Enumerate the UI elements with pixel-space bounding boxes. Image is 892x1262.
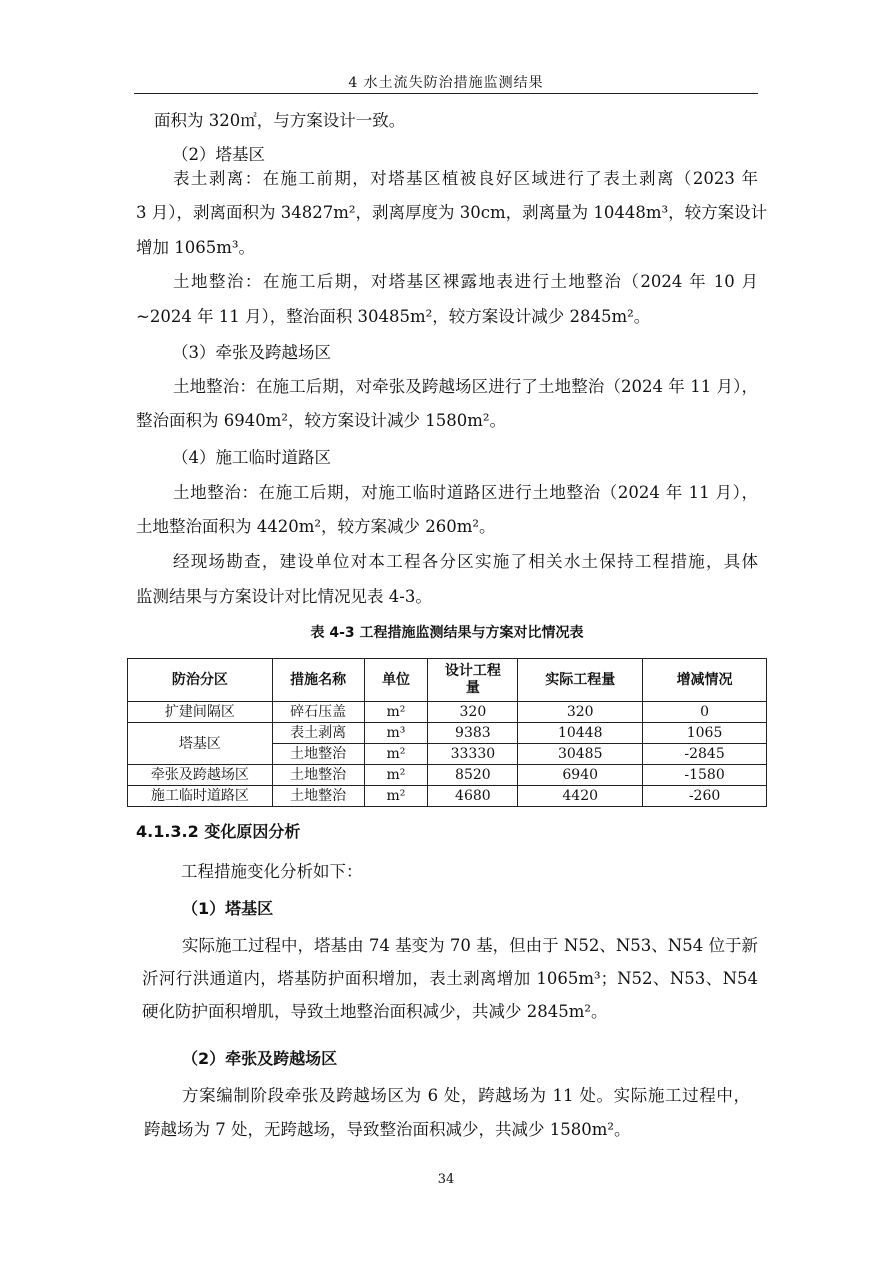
table-cell: 8520 bbox=[428, 765, 518, 786]
table-cell: 6940 bbox=[518, 765, 643, 786]
table-cell: 牵张及跨越场区 bbox=[128, 765, 273, 786]
paragraph-line: 实际施工过程中，塔基由 74 基变为 70 基，但由于 N52、N53、N54 位于新 bbox=[182, 936, 758, 955]
column-header: 单位 bbox=[364, 659, 428, 702]
table-cell: m² bbox=[364, 744, 428, 765]
table-cell: 土地整治 bbox=[272, 744, 364, 765]
table-cell: 土地整治 bbox=[272, 786, 364, 807]
paragraph-line: 面积为 320㎡，与方案设计一致。 bbox=[154, 111, 406, 130]
table-cell: 320 bbox=[518, 702, 643, 723]
table-cell: -260 bbox=[643, 786, 767, 807]
table-cell: 扩建间隔区 bbox=[128, 702, 273, 723]
table-cell: 33330 bbox=[428, 744, 518, 765]
table-cell: -1580 bbox=[643, 765, 767, 786]
table-cell: 320 bbox=[428, 702, 518, 723]
table-cell: 1065 bbox=[643, 723, 767, 744]
table-header-row bbox=[128, 659, 767, 702]
paragraph-line: 土地整治：在施工后期，对施工临时道路区进行土地整治（2024 年 11 月）， bbox=[173, 483, 758, 502]
paragraph-line: 增加 1065m³。 bbox=[136, 238, 255, 257]
subheading-tension-crossing-area: （3）牵张及跨越场区 bbox=[172, 343, 331, 362]
subheading-tower-base-area: （1）塔基区 bbox=[182, 899, 274, 918]
table-cell: m³ bbox=[364, 723, 428, 744]
paragraph-line: 方案编制阶段牵张及跨越场区为 6 处，跨越场为 11 处。实际施工过程中， bbox=[182, 1086, 750, 1105]
table-row bbox=[128, 786, 767, 807]
header-rule bbox=[134, 93, 758, 94]
table-cell: 塔基区 bbox=[128, 723, 273, 765]
table-row bbox=[128, 702, 767, 723]
subheading-temp-road-area: （4）施工临时道路区 bbox=[172, 448, 331, 467]
paragraph-line: 经现场勘查，建设单位对本工程各分区实施了相关水土保持工程措施，具体 bbox=[173, 552, 758, 571]
table-cell: -2845 bbox=[643, 744, 767, 765]
paragraph-line: 沂河行洪通道内，塔基防护面积增加，表土剥离增加 1065m³；N52、N53、N54 bbox=[142, 969, 758, 988]
paragraph-line: ~2024 年 11 月），整治面积 30485m²，较方案设计减少 2845m²。 bbox=[136, 307, 651, 326]
table-cell: 土地整治 bbox=[272, 765, 364, 786]
table-cell: 0 bbox=[643, 702, 767, 723]
paragraph-line: 硬化防护面积增肌，导致土地整治面积减少，共减少 2845m²。 bbox=[142, 1002, 608, 1021]
column-header: 设计工程量 bbox=[428, 659, 518, 702]
paragraph-line: 土地整治：在施工后期，对塔基区裸露地表进行土地整治（2024 年 10 月 bbox=[173, 272, 758, 291]
paragraph-line: 表土剥离：在施工前期，对塔基区植被良好区域进行了表土剥离（2023 年 bbox=[173, 169, 758, 188]
table-cell: 4420 bbox=[518, 786, 643, 807]
section-heading: 4.1.3.2 变化原因分析 bbox=[136, 822, 301, 841]
table-cell: m² bbox=[364, 702, 428, 723]
paragraph-line: 跨越场为 7 处，无跨越场，导致整治面积减少，共减少 1580m²。 bbox=[144, 1120, 631, 1139]
column-header: 实际工程量 bbox=[518, 659, 643, 702]
measures-comparison-table bbox=[127, 658, 767, 807]
subheading-tower-base-area: （2）塔基区 bbox=[172, 145, 265, 164]
table-cell: 表土剥离 bbox=[272, 723, 364, 744]
table-cell: 30485 bbox=[518, 744, 643, 765]
table-caption: 表 4-3 工程措施监测结果与方案对比情况表 bbox=[310, 625, 584, 641]
column-header: 防治分区 bbox=[128, 659, 273, 702]
table-cell: 9383 bbox=[428, 723, 518, 744]
table-cell: 碎石压盖 bbox=[272, 702, 364, 723]
table-cell: 10448 bbox=[518, 723, 643, 744]
column-header: 措施名称 bbox=[272, 659, 364, 702]
running-header: 4 水土流失防治措施监测结果 bbox=[348, 75, 544, 91]
paragraph-line: 监测结果与方案设计对比情况见表 4-3。 bbox=[136, 587, 432, 606]
paragraph-line: 工程措施变化分析如下： bbox=[181, 862, 363, 881]
table-cell: m² bbox=[364, 786, 428, 807]
table-cell: m² bbox=[364, 765, 428, 786]
table-row bbox=[128, 765, 767, 786]
paragraph-line: 整治面积为 6940m²，较方案设计减少 1580m²。 bbox=[136, 411, 506, 430]
paragraph-line: 3 月），剥离面积为 34827m²，剥离厚度为 30cm，剥离量为 10448m³，较方案设计 bbox=[136, 203, 768, 222]
table-cell: 4680 bbox=[428, 786, 518, 807]
table-row bbox=[128, 723, 767, 744]
column-header: 增减情况 bbox=[643, 659, 767, 702]
table-cell: 施工临时道路区 bbox=[128, 786, 273, 807]
paragraph-line: 土地整治：在施工后期，对牵张及跨越场区进行了土地整治（2024 年 11 月）， bbox=[173, 377, 758, 396]
paragraph-line: 土地整治面积为 4420m²，较方案减少 260m²。 bbox=[136, 517, 496, 536]
page-number: 34 bbox=[437, 1172, 455, 1187]
subheading-tension-crossing-area: （2）牵张及跨越场区 bbox=[182, 1049, 338, 1068]
